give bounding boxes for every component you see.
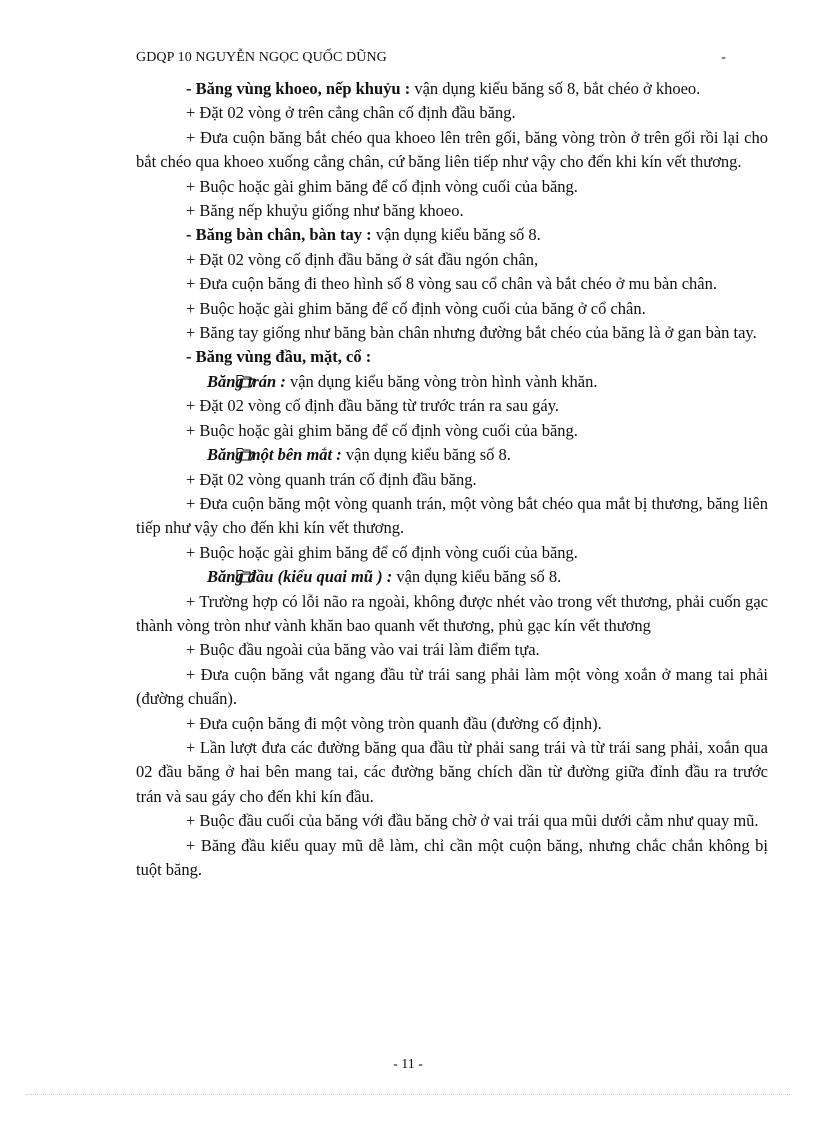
paragraph [136,638,768,662]
paragraph-text: vận dụng kiểu băng số 8. [341,445,511,465]
paragraph-text: vận dụng kiểu băng số 8. [392,567,562,587]
paragraph [136,443,768,467]
paragraph-text: + Buộc hoặc gài ghim băng để cố định vòng cuối của băng. [186,542,578,562]
paragraph-text: + Đưa cuộn băng đi một vòng tròn quanh đầu (đường cố định). [186,713,602,733]
paragraph-text: + Đưa cuộn băng bắt chéo qua khoeo lên trên gối, băng vòng tròn ở trên gối rồi lại cho bắt chéo qua khoeo xuống cẳng chân, cứ băng liên tiếp như vậy cho đến khi kín vết thương. [136,127,768,172]
paragraph [136,345,768,369]
folder-icon [186,371,205,385]
paragraph [136,809,768,833]
paragraph [136,834,768,883]
header-title: GDQP 10 NGUYỄN NGỌC QUỐC DŨNG [136,50,387,65]
paragraph [136,321,768,345]
page-number: - 11 - [393,1057,423,1072]
paragraph-text: + Đưa cuộn băng đi theo hình số 8 vòng sau cổ chân và bắt chéo ở mu bàn chân. [186,274,718,294]
paragraph [136,394,768,418]
paragraph-text: vận dụng kiểu băng số 8. [371,225,541,245]
folder-icon [186,444,205,458]
paragraph [136,565,768,589]
paragraph [136,370,768,394]
paragraph [136,223,768,247]
paragraph [136,101,768,125]
paragraph-text: + Trường hợp có lỗi não ra ngoài, không được nhét vào trong vết thương, phải cuốn gạc thành vòng tròn như vành khăn bao quanh vết thương, phủ gạc kín vết thương [136,591,768,635]
paragraph-text: + Buộc đầu cuối của băng với đầu băng chờ ở vai trái qua mũi dưới cằm như quay mũ. [186,811,759,831]
paragraph [136,712,768,736]
paragraph-text: + Đặt 02 vòng cố định đầu băng ở sát đầu ngón chân, [186,249,539,269]
paragraph-text: vận dụng kiểu băng vòng tròn hình vành khăn. [285,371,598,391]
paragraph [136,419,768,443]
subsection-heading: Băng trán : [207,371,286,391]
paragraph [136,541,768,565]
paragraph-text: + Lần lượt đưa các đường băng qua đầu từ phải sang trái và từ trái sang phải, xoắn qua 02 đầu băng ở hai bên mang tai, các đường băng chích dần từ đường giữa đỉnh đầu ra trước trán và sau gáy cho đến khi kín đầu. [136,737,768,806]
paragraph-text: + Băng tay giống như băng bàn chân nhưng đường bắt chéo của băng là ở gan bàn tay. [186,323,757,343]
paragraph [136,663,768,712]
paragraph-text: + Buộc hoặc gài ghim băng để cố định vòng cuối của băng. [186,176,578,196]
paragraph-text: + Đặt 02 vòng quanh trán cố định đầu băng. [186,469,477,489]
paragraph [136,272,768,296]
document-body [136,77,768,882]
section-heading: - Băng bàn chân, bàn tay : [186,225,372,245]
paragraph-text: + Buộc hoặc gài ghim băng để cố định vòng cuối của băng ở cổ chân. [186,298,646,318]
folder-icon [186,566,205,580]
paragraph-text: + Đưa cuộn băng vắt ngang đầu từ trái sang phải làm một vòng xoắn ở mang tai phải (đường chuẩn). [136,664,768,709]
page-bottom-divider [26,1094,790,1095]
paragraph-text: + Buộc hoặc gài ghim băng để cố định vòng cuối của băng. [186,420,578,440]
paragraph [136,736,768,809]
paragraph [136,297,768,321]
paragraph-text: + Đặt 02 vòng ở trên cẳng chân cố định đầu băng. [186,103,516,123]
paragraph [136,468,768,492]
paragraph-text: + Băng nếp khuỷu giống như băng khoeo. [186,201,464,221]
paragraph [136,199,768,223]
paragraph [136,492,768,541]
paragraph [136,126,768,175]
subsection-heading: Băng một bên mắt : [207,445,342,465]
paragraph [136,77,768,101]
paragraph [136,248,768,272]
section-heading: - Băng vùng đầu, mặt, cổ : [186,347,372,367]
paragraph-text: + Băng đầu kiểu quay mũ dễ làm, chỉ cần một cuộn băng, nhưng chắc chắn không bị tuột băng. [136,835,768,879]
paragraph-text: vận dụng kiểu băng số 8, bắt chéo ở khoeo. [410,79,701,98]
page-header [136,50,726,66]
paragraph-text: + Buộc đầu ngoài của băng vào vai trái làm điểm tựa. [186,640,540,660]
paragraph [136,175,768,199]
section-heading: - Băng vùng khoeo, nếp khuỷu : [186,79,411,98]
paragraph-text: + Đưa cuộn băng một vòng quanh trán, một vòng bắt chéo qua mắt bị thương, băng liên tiếp như vậy cho đến khi kín vết thương. [136,493,768,538]
paragraph-text: + Đặt 02 vòng cố định đầu băng từ trước trán ra sau gáy. [186,396,559,416]
paragraph [136,590,768,639]
subsection-heading: Băng đầu (kiểu quai mũ ) : [207,567,393,587]
header-dash: - [721,50,726,65]
